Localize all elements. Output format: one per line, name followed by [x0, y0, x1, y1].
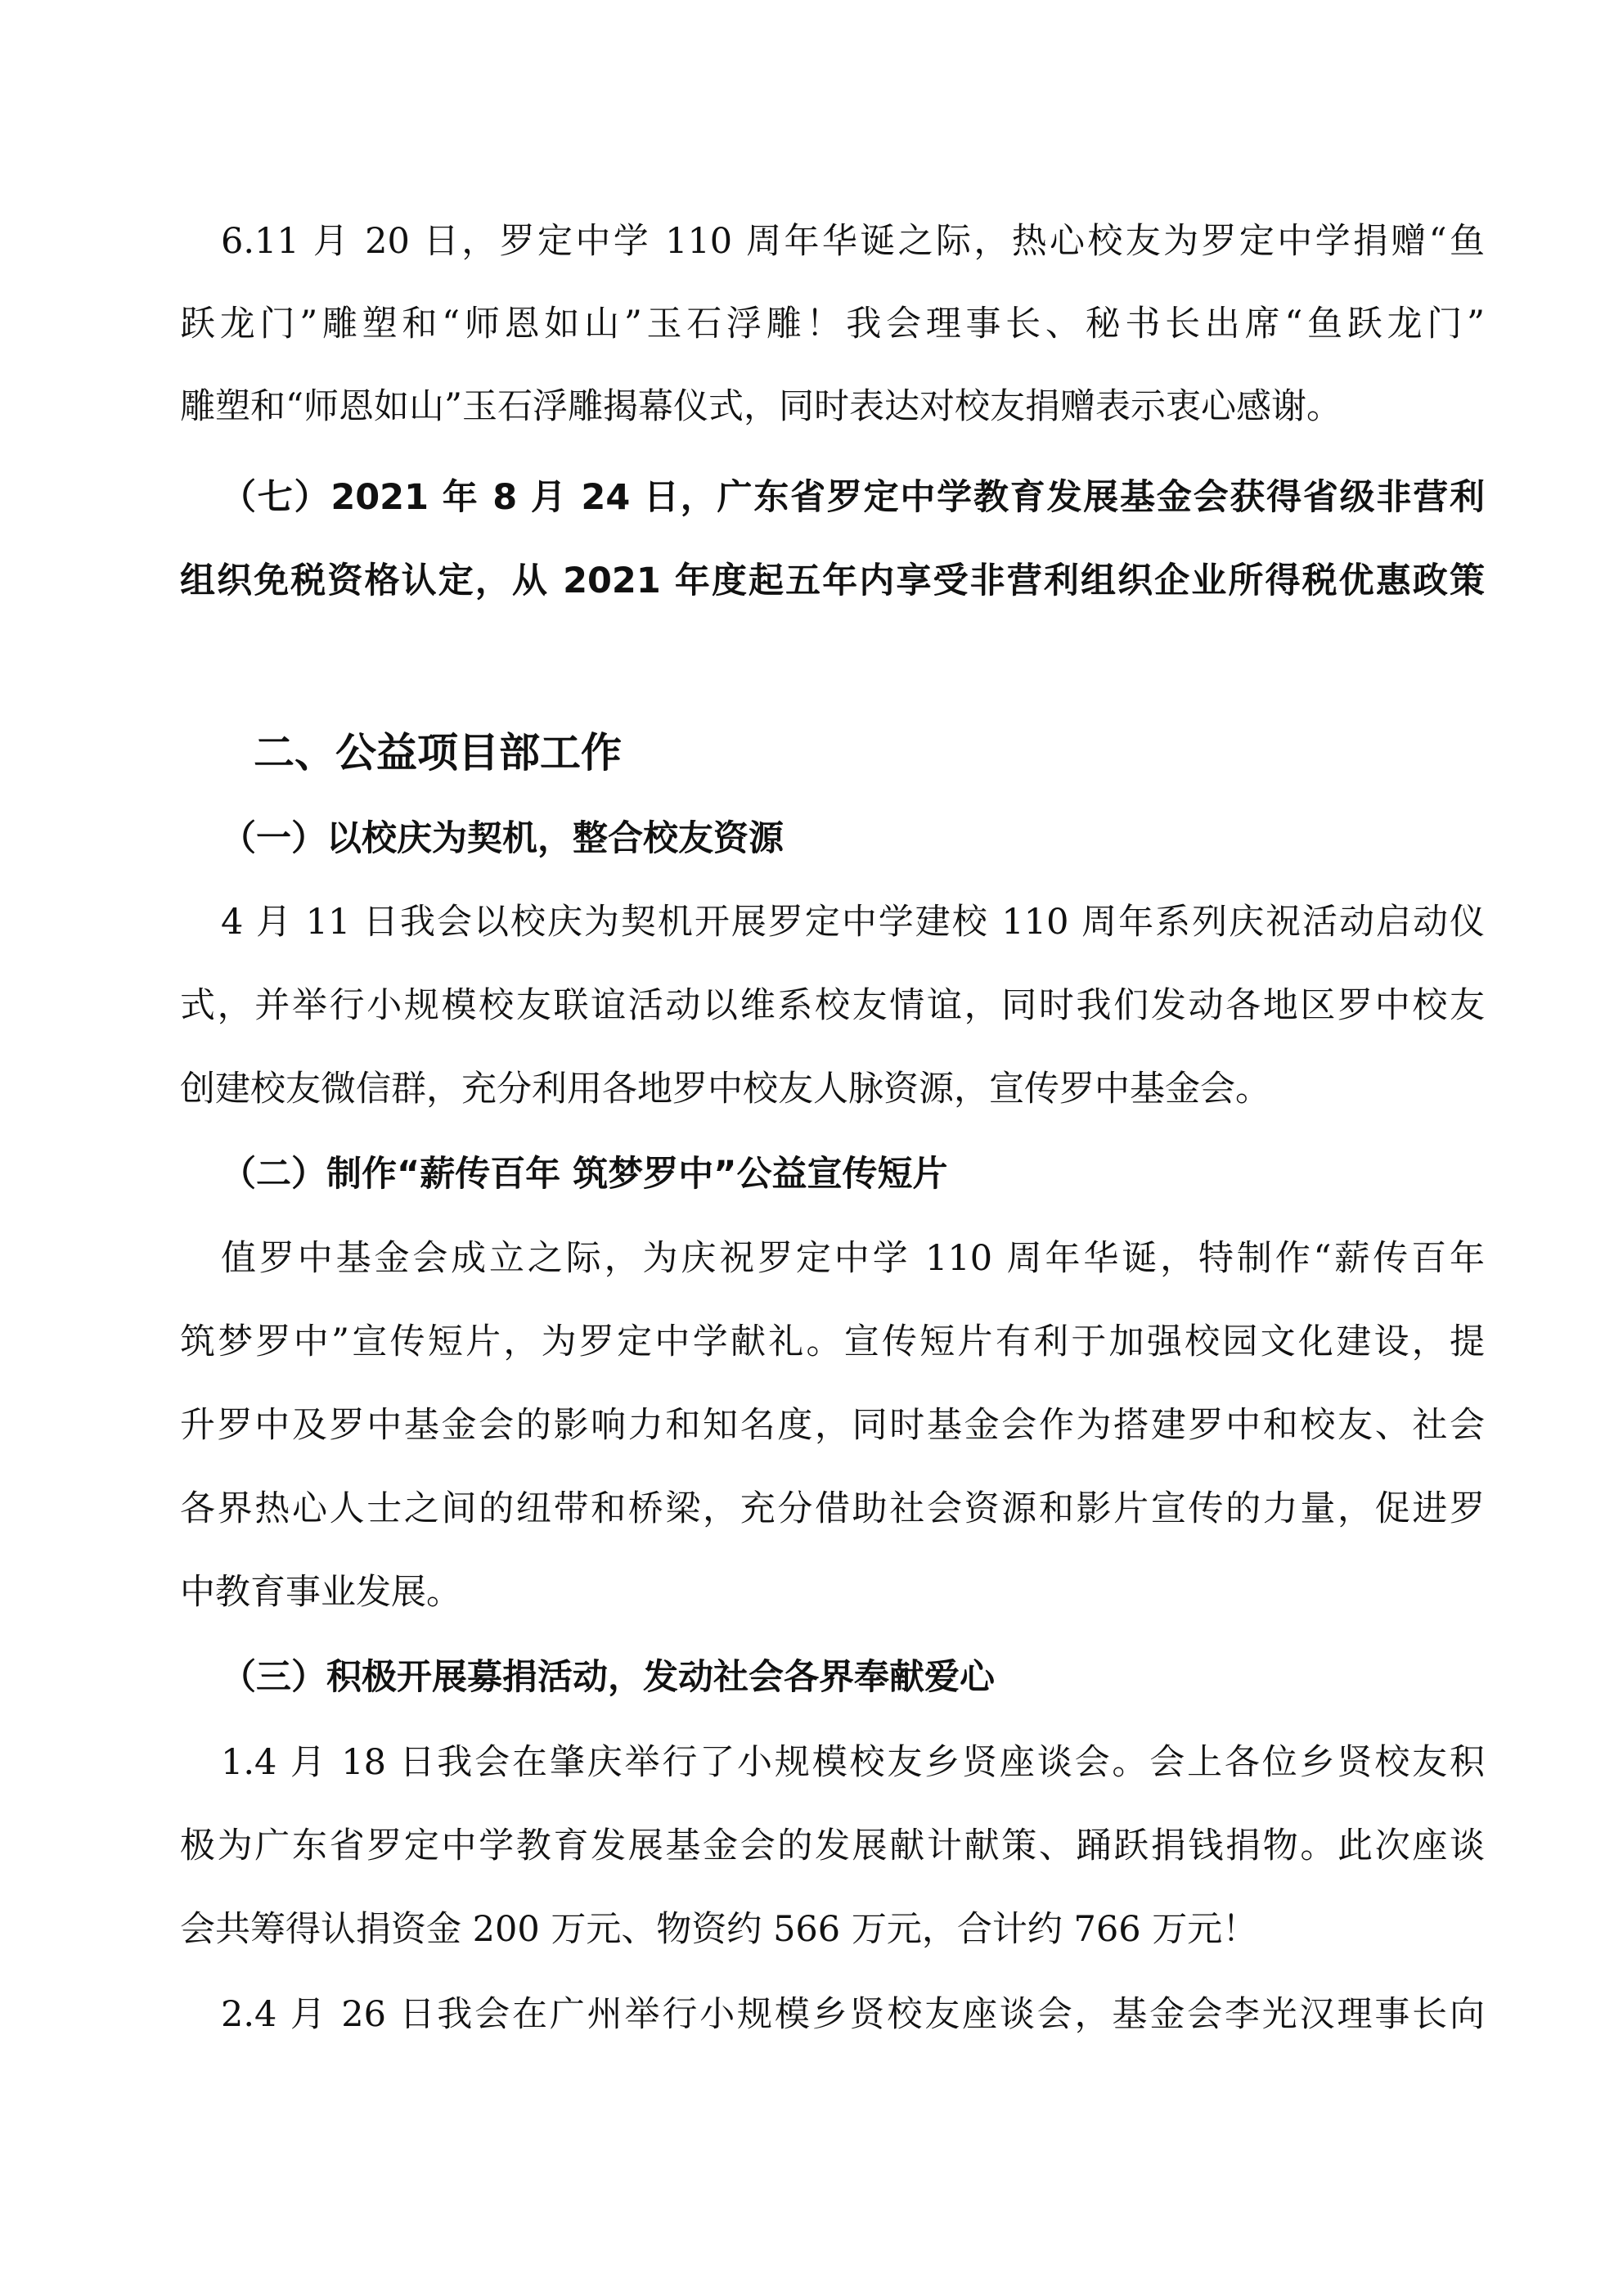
sub3-p1-line-2: 极为广东省罗定中学教育发展基金会的发展献计献策、踊跃捐钱捐物。此次座谈: [180, 1826, 1485, 1866]
item7-line-2: 组织免税资格认定，从 2021 年度起五年内享受非营利组织企业所得税优惠政策: [180, 560, 1485, 601]
item6-line-2: 跃龙门”雕塑和“师恩如山”玉石浮雕！我会理事长、秘书长出席“鱼跃龙门”: [180, 304, 1485, 344]
section-heading: 二、公益项目部工作: [254, 729, 622, 777]
sub2-line-2: 筑梦罗中”宣传短片，为罗定中学献礼。宣传短片有利于加强校园文化建设，提: [180, 1321, 1485, 1362]
sub3-title: （三）积极开展募捐活动，发动社会各界奉献爱心: [221, 1657, 995, 1698]
sub1-line-2: 式，并举行小规模校友联谊活动以维系校友情谊，同时我们发动各地区罗中校友: [180, 985, 1485, 1026]
sub1-line-1: 4 月 11 日我会以校庆为契机开展罗定中学建校 110 周年系列庆祝活动启动仪: [221, 902, 1485, 943]
sub2-line-4: 各界热心人士之间的纽带和桥梁，充分借助社会资源和影片宣传的力量，促进罗: [180, 1488, 1485, 1529]
sub2-line-5: 中教育事业发展。: [180, 1572, 461, 1613]
sub3-p1-line-1: 1.4 月 18 日我会在肇庆举行了小规模校友乡贤座谈会。会上各位乡贤校友积: [221, 1742, 1485, 1783]
item7-line-1: （七）2021 年 8 月 24 日，广东省罗定中学教育发展基金会获得省级非营利: [221, 477, 1485, 518]
item6-line-3: 雕塑和“师恩如山”玉石浮雕揭幕仪式，同时表达对校友捐赠表示衷心感谢。: [180, 386, 1342, 427]
sub2-line-3: 升罗中及罗中基金会的影响力和知名度，同时基金会作为搭建罗中和校友、社会: [180, 1405, 1485, 1446]
sub2-title: （二）制作“薪传百年 筑梦罗中”公益宣传短片: [221, 1154, 948, 1195]
sub3-p2-line-1: 2.4 月 26 日我会在广州举行小规模乡贤校友座谈会，基金会李光汉理事长向: [221, 1994, 1485, 2035]
sub2-line-1: 值罗中基金会成立之际，为庆祝罗定中学 110 周年华诞，特制作“薪传百年: [221, 1238, 1485, 1279]
sub1-title: （一）以校庆为契机，整合校友资源: [221, 818, 784, 859]
item6-line-1: 6.11 月 20 日，罗定中学 110 周年华诞之际，热心校友为罗定中学捐赠“鱼: [221, 221, 1485, 262]
sub1-line-3: 创建校友微信群，充分利用各地罗中校友人脉资源，宣传罗中基金会。: [180, 1069, 1270, 1110]
sub3-p1-line-3: 会共筹得认捐资金 200 万元、物资约 566 万元，合计约 766 万元！: [180, 1909, 1258, 1950]
